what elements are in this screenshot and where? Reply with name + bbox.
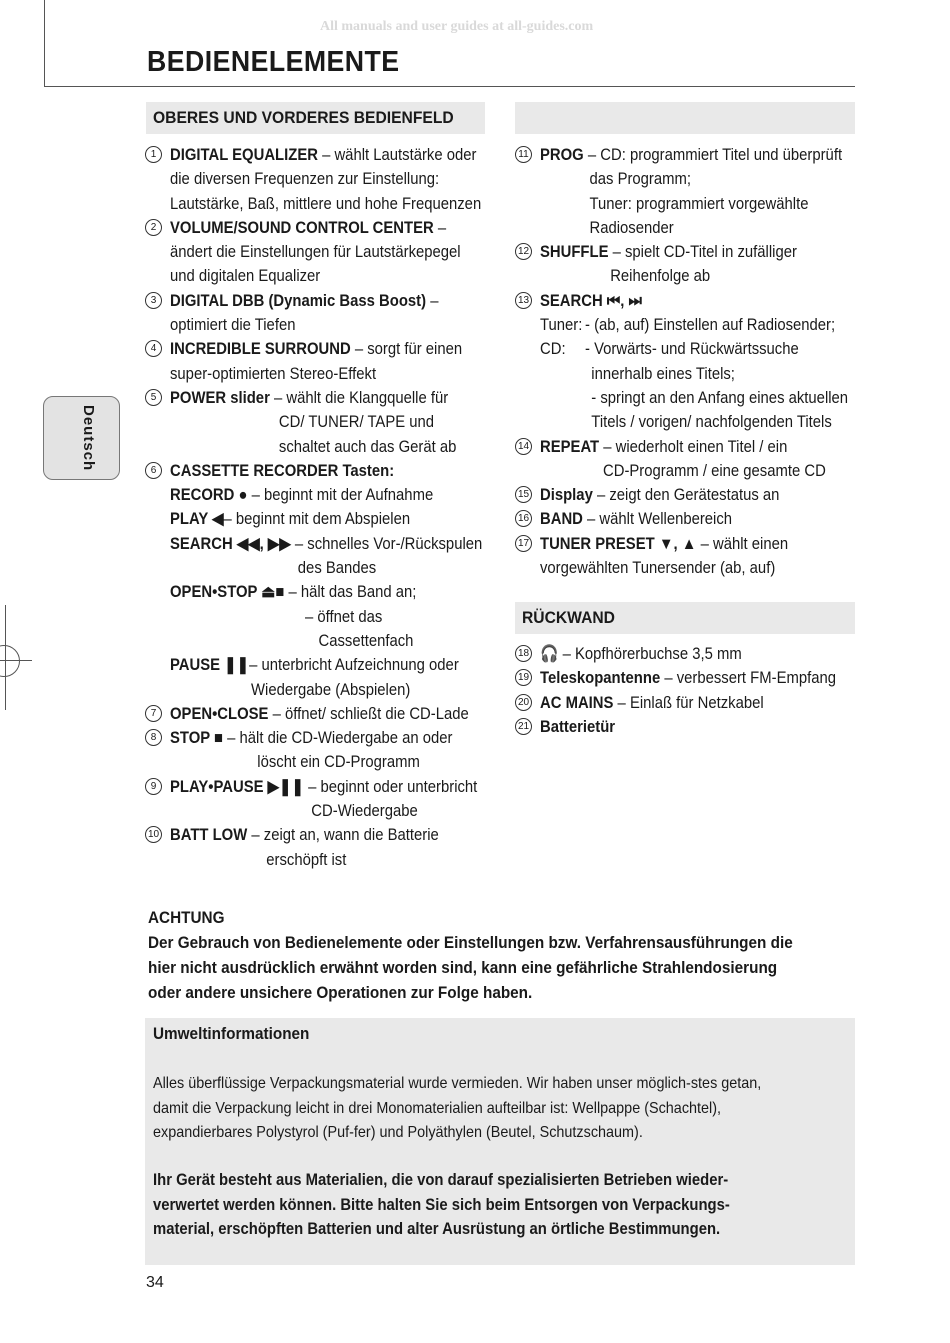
list-item: 7 OPEN•CLOSE – öffnet/ schließt die CD-Lade bbox=[145, 702, 505, 726]
list-item: 16 BAND – wählt Wellenbereich bbox=[515, 507, 855, 531]
list-item: 13 SEARCH ⏮, ⏭ Tuner: - (ab, auf) Einstellen auf Radiosender; CD: - Vorwärts- und Rückwärtssuche innerhalb eines Titels; - springt an den Anfang eines aktuellen Titels / vorigen/ nachfolgenden Titels bbox=[515, 289, 855, 435]
section-header-top-front bbox=[146, 102, 485, 134]
section-header-label: OBERES UND VORDERES BEDIENFELD bbox=[153, 108, 454, 127]
list-item: 19 Teleskopantenne – verbessert FM-Empfang bbox=[515, 666, 855, 690]
item-number: 3 bbox=[145, 292, 162, 309]
warning-text: hier nicht ausdrücklich erwähnt worden sind, kann eine gefährliche Strahlendosierung bbox=[148, 958, 778, 977]
environment-info-box bbox=[145, 1018, 855, 1265]
item-number: 10 bbox=[145, 826, 162, 843]
list-item: 5 POWER slider – wählt die Klangquelle für CD/ TUNER/ TAPE und schaltet auch das Gerät ab bbox=[145, 386, 505, 459]
frame-line bbox=[44, 86, 855, 87]
page-title: BEDIENELEMENTE bbox=[147, 46, 400, 78]
list-item: 15 Display – zeigt den Gerätestatus an bbox=[515, 483, 855, 507]
list-item: 4 INCREDIBLE SURROUND – sorgt für einen super-optimierten Stereo-Effekt bbox=[145, 337, 505, 386]
list-item: 18 🎧 – Kopfhörerbuchse 3,5 mm bbox=[515, 642, 855, 666]
section-header-blank bbox=[515, 102, 855, 134]
list-item: 20 AC MAINS – Einlaß für Netzkabel bbox=[515, 691, 855, 715]
item-number: 1 bbox=[145, 146, 162, 163]
list-item: 3 DIGITAL DBB (Dynamic Bass Boost) – optimiert die Tiefen bbox=[145, 289, 505, 338]
rear-list bbox=[515, 642, 855, 739]
item-number: 7 bbox=[145, 705, 162, 722]
list-item: 10 BATT LOW – zeigt an, wann die Batterie erschöpft ist bbox=[145, 823, 505, 872]
item-number: 6 bbox=[145, 462, 162, 479]
list-item: 21 Batterietür bbox=[515, 715, 855, 739]
item-number: 4 bbox=[145, 340, 162, 357]
item-number: 15 bbox=[515, 486, 532, 503]
list-item: 2 VOLUME/SOUND CONTROL CENTER – ändert die Einstellungen für Lautstärkepegel und digitalen Equalizer bbox=[145, 216, 505, 289]
item-number: 17 bbox=[515, 535, 532, 552]
item-number: 8 bbox=[145, 729, 162, 746]
warning-title: ACHTUNG bbox=[148, 908, 225, 927]
item-number: 13 bbox=[515, 292, 532, 309]
warning-text: Der Gebrauch von Bedienelemente oder Einstellungen bzw. Verfahrensausführungen die bbox=[148, 933, 793, 952]
section-header-label: RÜCKWAND bbox=[522, 608, 615, 627]
section-header-rear bbox=[515, 602, 855, 634]
left-column bbox=[145, 143, 505, 872]
right-column bbox=[515, 143, 855, 580]
item-number: 9 bbox=[145, 778, 162, 795]
list-item: 12 SHUFFLE – spielt CD-Titel in zufälliger Reihenfolge ab bbox=[515, 240, 855, 289]
list-item: 1 DIGITAL EQUALIZER – wählt Lautstärke oder die diversen Frequenzen zur Einstellung: Lautstärke, Baß, mittlere und hohe Frequenzen bbox=[145, 143, 505, 216]
item-number: 18 bbox=[515, 645, 532, 662]
warning-text: oder andere unsichere Operationen zur Folge haben. bbox=[148, 983, 533, 1002]
environment-paragraph: Alles überflüssige Verpackungsmaterial wurde vermieden. Wir haben unser möglich-stes getan, damit die Verpackung leicht in drei Monomaterialien aufteilbar ist: Wellpappe (Schachtel), expandierbares Polystyrol (Puf-fer) und Polyäthylen (Beutel, Schutzschaum). bbox=[153, 1075, 762, 1141]
warning-block bbox=[148, 905, 848, 1005]
list-item: 9 PLAY•PAUSE ▶❚❚ – beginnt oder unterbricht CD-Wiedergabe bbox=[145, 775, 505, 824]
list-item: 6 CASSETTE RECORDER Tasten: RECORD ● – beginnt mit der Aufnahme PLAY ◀– beginnt mit dem Abspielen SEARCH ◀◀, ▶▶ – schnelles Vor-/Rückspulen des Bandes OPEN•STOP ⏏■ – hält das Band an; – öffnet das Cassettenfach PAUSE ❚❚– unterbricht Aufzeichnung oder Wiedergabe (Abspielen) bbox=[145, 459, 505, 702]
item-number: 2 bbox=[145, 219, 162, 236]
watermark: All manuals and user guides at all-guides.com bbox=[320, 19, 594, 34]
frame-line bbox=[44, 0, 45, 86]
item-number: 19 bbox=[515, 669, 532, 686]
environment-paragraph-bold: Ihr Gerät besteht aus Materialien, die von darauf spezialisierten Betrieben wieder- verwertet werden können. Bitte halten Sie sich beim Entsorgen von Verpackungs- material, erschöpften Batterien und alter Ausrüstung an örtliche Bestimmungen. bbox=[153, 1171, 730, 1238]
language-tab-label: Deutsch bbox=[80, 405, 97, 472]
item-number: 14 bbox=[515, 438, 532, 455]
item-number: 5 bbox=[145, 389, 162, 406]
item-number: 16 bbox=[515, 510, 532, 527]
item-number: 20 bbox=[515, 694, 532, 711]
list-item: 17 TUNER PRESET ▼, ▲ – wählt einen vorgewählten Tunersender (ab, auf) bbox=[515, 532, 855, 581]
crop-mark bbox=[0, 645, 20, 677]
page-number: 34 bbox=[146, 1274, 164, 1291]
list-item: 11 PROG – CD: programmiert Titel und überprüft das Programm; Tuner: programmiert vorgewählte Radiosender bbox=[515, 143, 855, 240]
list-item: 8 STOP ■ – hält die CD-Wiedergabe an oder löscht ein CD-Programm bbox=[145, 726, 505, 775]
environment-title: Umweltinformationen bbox=[153, 1024, 310, 1043]
item-number: 21 bbox=[515, 718, 532, 735]
list-item: 14 REPEAT – wiederholt einen Titel / ein CD-Programm / eine gesamte CD bbox=[515, 435, 855, 484]
item-number: 11 bbox=[515, 146, 532, 163]
language-tab[interactable] bbox=[43, 396, 120, 480]
item-number: 12 bbox=[515, 243, 532, 260]
